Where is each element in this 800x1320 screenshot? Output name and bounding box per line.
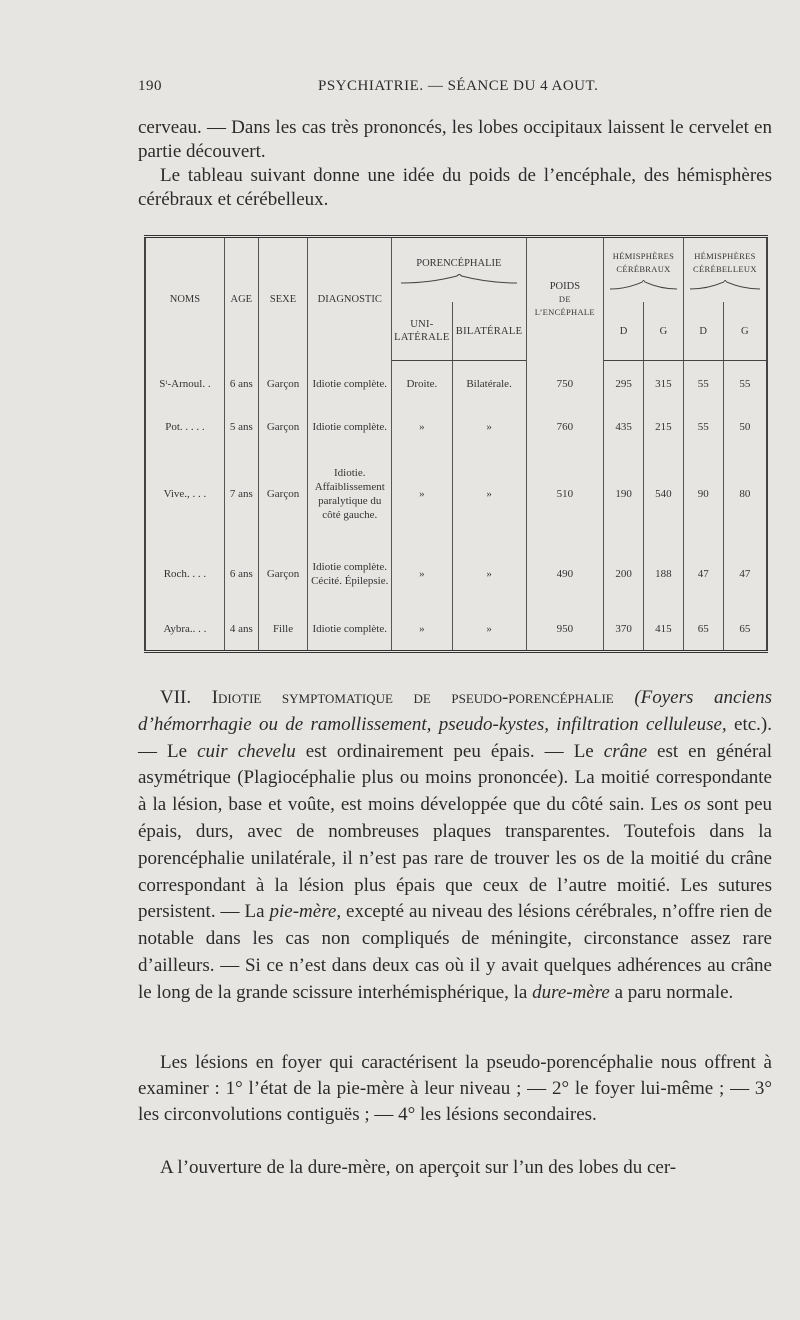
cell-poids: 750 <box>526 361 604 407</box>
term-pie-mere: pie-mère <box>269 901 337 923</box>
section-text: est en général asymétrique (Plagiocéphalie plus ou moins prononcée). La moitié correspondante à la lésion, base et voûte, est moins développée que du côté sain. Les <box>138 740 773 816</box>
cell-hcb-d: 65 <box>683 607 723 651</box>
section-title: Idiotie symptomatique de pseudo-porencéphalie <box>211 687 614 708</box>
intro-paragraph-2: Le tableau suivant donne une idée du poids de l’encéphale, des hémisphères cérébraux et cérébelleux. <box>138 165 772 210</box>
poids-label: POIDS <box>549 280 581 292</box>
section-number: VII. <box>160 687 192 708</box>
cell-hc-d: 200 <box>604 540 644 607</box>
cell-hc-d: 190 <box>604 447 644 540</box>
cell-hcb-d: 90 <box>683 447 723 540</box>
poids-de-label: DE <box>558 293 571 304</box>
cell-hc-d: 435 <box>604 407 644 447</box>
cell-bilaterale: » <box>452 407 526 447</box>
lesions-paragraph: Les lésions en foyer qui caractérisent la pseudo-porencéphalie nous offrent à examiner : 1° l’état de la pie-mère à leur niveau ; — 2° le foyer lui-même ; — 3° les circonvolutions contiguës ; — 4° les lésions secondaires. <box>138 1052 772 1125</box>
cell-bilaterale: » <box>452 540 526 607</box>
cell-hc-g: 215 <box>644 407 684 447</box>
cell-poids: 950 <box>526 607 604 651</box>
section-text: est ordinairement peu épais. — Le <box>305 740 594 762</box>
section-subtitle: (Foyers anciens d’hémorrhagie ou de ramollissement, pseudo-kystes, infiltration celluleuse, <box>138 687 773 735</box>
col-header-porencephalie <box>392 237 526 303</box>
intro-paragraph-1: cerveau. — Dans les cas très prononcés, les lobes occipitaux laissent le cervelet en partie découvert. <box>138 117 772 162</box>
cell-unilaterale: » <box>392 447 452 540</box>
cell-age: 6 ans <box>224 361 258 407</box>
cell-hcb-d: 55 <box>683 361 723 407</box>
col-header-unilaterale: UNI-LATÉRALE <box>392 302 452 361</box>
cell-diagnostic: Idiotie complète. <box>308 607 392 651</box>
cell-diagnostic: Idiotie complète. Cécité. Épilepsie. <box>308 540 392 607</box>
cell-hcb-d: 55 <box>683 407 723 447</box>
table-row <box>145 540 767 607</box>
running-header <box>138 78 772 100</box>
cell-diagnostic: Idiotie. Affaiblissement paralytique du côté gauche. <box>308 447 392 540</box>
cell-age: 4 ans <box>224 607 258 651</box>
porencephalie-label: PORENCÉPHALIE <box>416 257 502 269</box>
cell-hc-d: 370 <box>604 607 644 651</box>
col-header-bilaterale: BILATÉRALE <box>452 302 526 361</box>
col-header-diagnostic: DIAGNOSTIC <box>308 237 392 361</box>
cell-nom: Sᵗ-Arnoul. . <box>145 361 224 407</box>
table-row <box>145 361 767 407</box>
col-header-age: AGE <box>224 237 258 361</box>
term-crane: crâne <box>603 740 648 762</box>
cell-nom: Roch. . . . <box>145 540 224 607</box>
table-row <box>145 447 767 540</box>
col-header-cer-d: D <box>604 302 644 361</box>
cell-bilaterale: Bilatérale. <box>452 361 526 407</box>
cell-poids: 510 <box>526 447 604 540</box>
cell-hc-g: 315 <box>644 361 684 407</box>
hem-cerebelleux-label: HÉMISPHÈRES CÉRÉBELLEUX <box>693 251 757 274</box>
cell-nom: Aybra.. . . <box>145 607 224 651</box>
last-paragraph: A l’ouverture de la dure-mère, on aperçoit sur l’un des lobes du cer- <box>160 1157 677 1178</box>
cell-diagnostic: Idiotie complète. <box>308 407 392 447</box>
table-row <box>145 607 767 651</box>
cell-poids: 760 <box>526 407 604 447</box>
col-header-cereb-d: D <box>683 302 723 361</box>
col-header-cer-g: G <box>644 302 684 361</box>
weights-table <box>144 235 768 653</box>
col-header-sexe: SEXE <box>258 237 308 361</box>
cell-sexe: Garçon <box>258 540 308 607</box>
brace-icon <box>401 274 517 284</box>
col-header-hemispheres-cerebelleux <box>683 237 767 303</box>
cell-diagnostic: Idiotie complète. <box>308 361 392 407</box>
brace-icon <box>610 280 677 290</box>
cell-age: 6 ans <box>224 540 258 607</box>
cell-hc-d: 295 <box>604 361 644 407</box>
section-text: etc.). — Le <box>138 713 772 762</box>
cell-unilaterale: » <box>392 407 452 447</box>
section-text: , excepté au niveau des lésions cérébrales, n’offre rien de notable dans les cas non compliqués de méningite, circonstance assez rare d’ailleurs. — Si ce n’est dans deux cas où il y avait quelques adhérences au crâne le long de la grande scissure interhémisphérique, la <box>138 901 773 1003</box>
weights-table-wrapper <box>144 235 768 653</box>
term-cuir-chevelu: cuir chevelu <box>197 740 296 762</box>
table-row <box>145 407 767 447</box>
term-dure-mere: dure-mère <box>532 981 610 1003</box>
section-vii-paragraph <box>138 685 772 1007</box>
cell-hc-g: 540 <box>644 447 684 540</box>
col-header-poids <box>526 237 604 361</box>
cell-hcb-g: 80 <box>723 447 767 540</box>
cell-sexe: Fille <box>258 607 308 651</box>
cell-sexe: Garçon <box>258 407 308 447</box>
cell-hc-g: 415 <box>644 607 684 651</box>
cell-age: 7 ans <box>224 447 258 540</box>
col-header-hemispheres-cerebraux <box>604 237 684 303</box>
cell-hcb-g: 55 <box>723 361 767 407</box>
cell-hcb-g: 50 <box>723 407 767 447</box>
running-title: PSYCHIATRIE. — SÉANCE DU 4 AOUT. <box>318 78 599 94</box>
cell-hc-g: 188 <box>644 540 684 607</box>
cell-sexe: Garçon <box>258 447 308 540</box>
cell-hcb-g: 65 <box>723 607 767 651</box>
page-number: 190 <box>138 78 162 94</box>
brace-icon <box>690 280 760 290</box>
section-text: a paru normale. <box>614 981 734 1003</box>
cell-age: 5 ans <box>224 407 258 447</box>
cell-unilaterale: Droite. <box>392 361 452 407</box>
cell-bilaterale: » <box>452 607 526 651</box>
col-header-noms: NOMS <box>145 237 224 361</box>
cell-hcb-d: 47 <box>683 540 723 607</box>
cell-hcb-g: 47 <box>723 540 767 607</box>
cell-unilaterale: » <box>392 607 452 651</box>
cell-sexe: Garçon <box>258 361 308 407</box>
cell-unilaterale: » <box>392 540 452 607</box>
cell-poids: 490 <box>526 540 604 607</box>
cell-bilaterale: » <box>452 447 526 540</box>
poids-encephale-label: L’ENCÉPHALE <box>534 306 595 317</box>
col-header-cereb-g: G <box>723 302 767 361</box>
hem-cerebraux-label: HÉMISPHÈRES CÉRÉBRAUX <box>612 251 675 274</box>
cell-nom: Pot. . . . . <box>145 407 224 447</box>
section-text: sont peu épais, durs, avec de nombreuses plaques transparentes. Toutefois dans la porencéphalie unilatérale, il n’est pas rare de trouver les os de la moitié du crâne correspondant à la lésion plus épais que ceux de l’autre moitié. Les sutures persistent. — La <box>138 794 773 923</box>
term-os: os <box>683 794 701 816</box>
cell-nom: Vive., . . . <box>145 447 224 540</box>
